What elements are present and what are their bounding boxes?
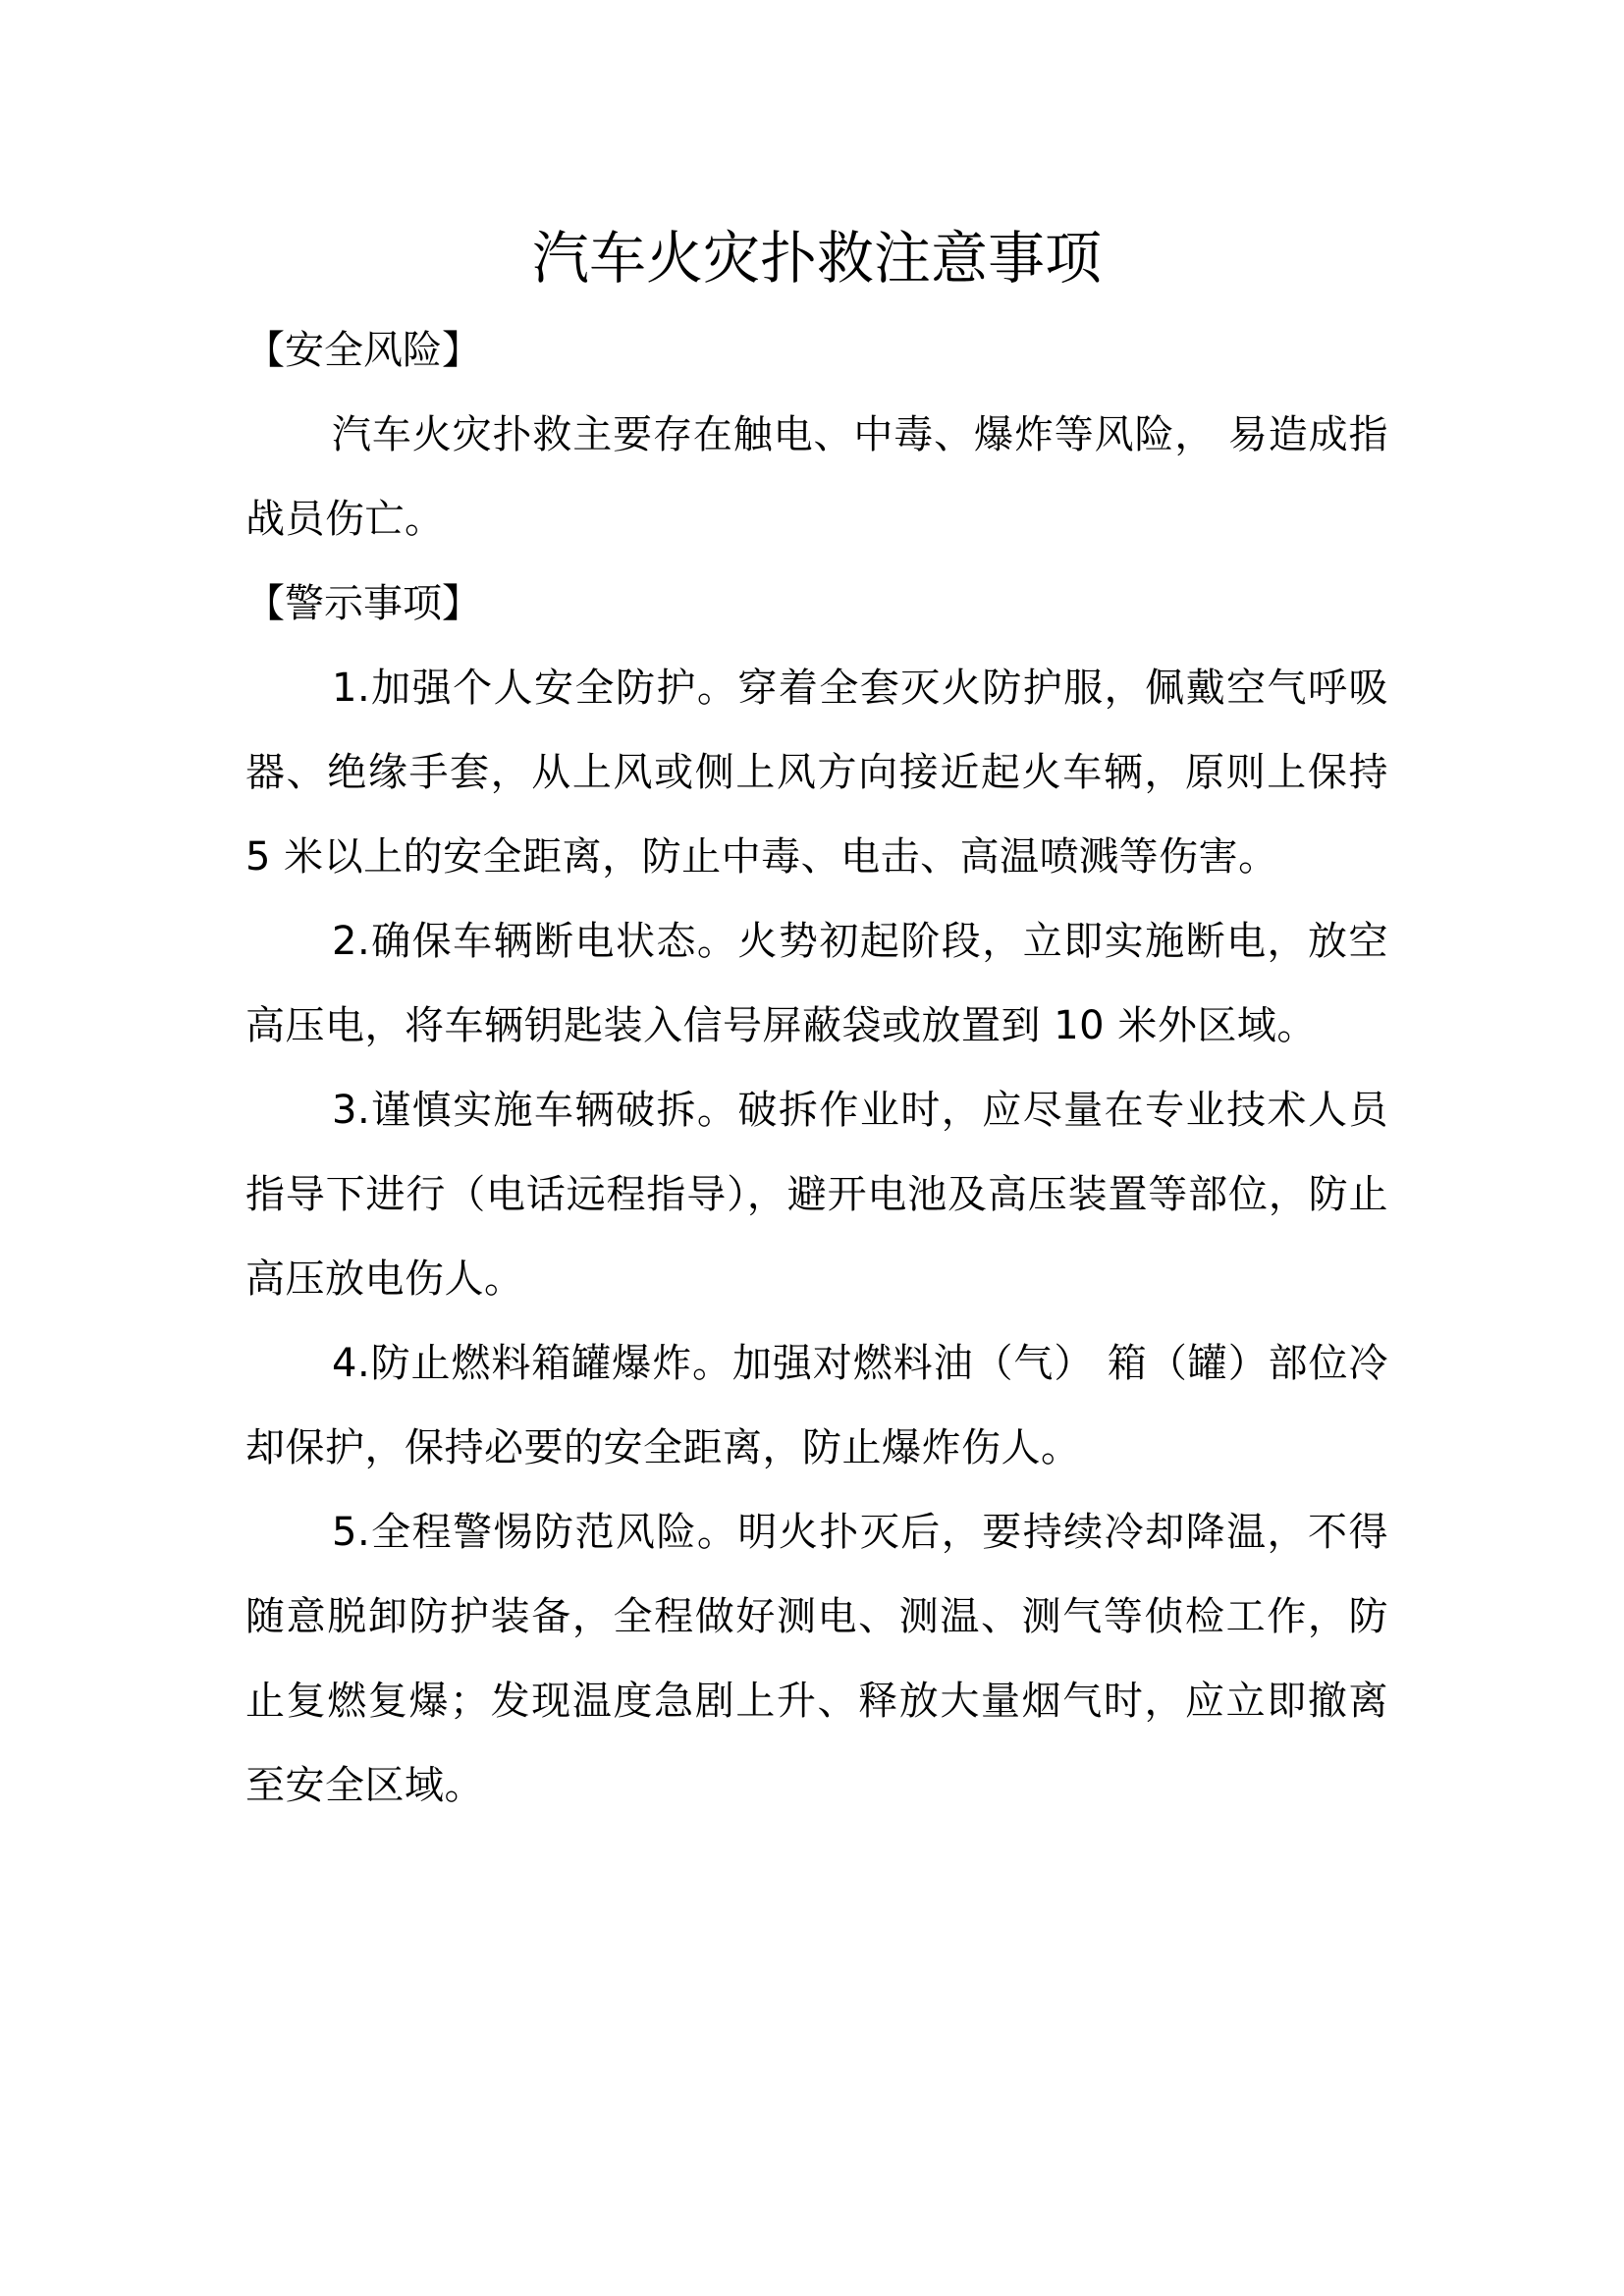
section-heading-safety-risk: 【安全风险】 — [245, 328, 481, 373]
paragraph-warning-3: 3.谨慎实施车辆破拆。破拆作业时，应尽量在专业技术人员指导下进行（电话远程指导），避开电池及高压装置等部位，防止高压放电伤人。 — [245, 1088, 1388, 1302]
document-title: 汽车火灾扑救注意事项 — [531, 225, 1102, 292]
document-body — [245, 308, 1388, 1828]
paragraph-warning-1: 1.加强个人安全防护。穿着全套灭火防护服，佩戴空气呼吸器、绝缘手套，从上风或侧上风方向接近起火车辆，原则上保持 5 米以上的安全距离，防止中毒、电击、高温喷溅等伤害。 — [245, 666, 1388, 880]
paragraph-warning-2: 2.确保车辆断电状态。火势初起阶段，立即实施断电，放空高压电，将车辆钥匙装入信号屏蔽袋或放置到 10 米外区域。 — [245, 919, 1388, 1048]
section-heading-warnings: 【警示事项】 — [245, 581, 481, 626]
paragraph-warning-5: 5.全程警惕防范风险。明火扑灭后，要持续冷却降温，不得随意脱卸防护装备，全程做好测电、测温、测气等侦检工作，防止复燃复爆；发现温度急剧上升、释放大量烟气时，应立即撤离至安全区域。 — [245, 1510, 1388, 1808]
paragraph-warning-4: 4.防止燃料箱罐爆炸。加强对燃料油（气） 箱（罐）部位冷却保护，保持必要的安全距离，防止爆炸伤人。 — [245, 1341, 1388, 1470]
paragraph-safety-risk: 汽车火灾扑救主要存在触电、中毒、爆炸等风险， 易造成指战员伤亡。 — [245, 412, 1388, 542]
document-page — [245, 0, 1388, 2296]
